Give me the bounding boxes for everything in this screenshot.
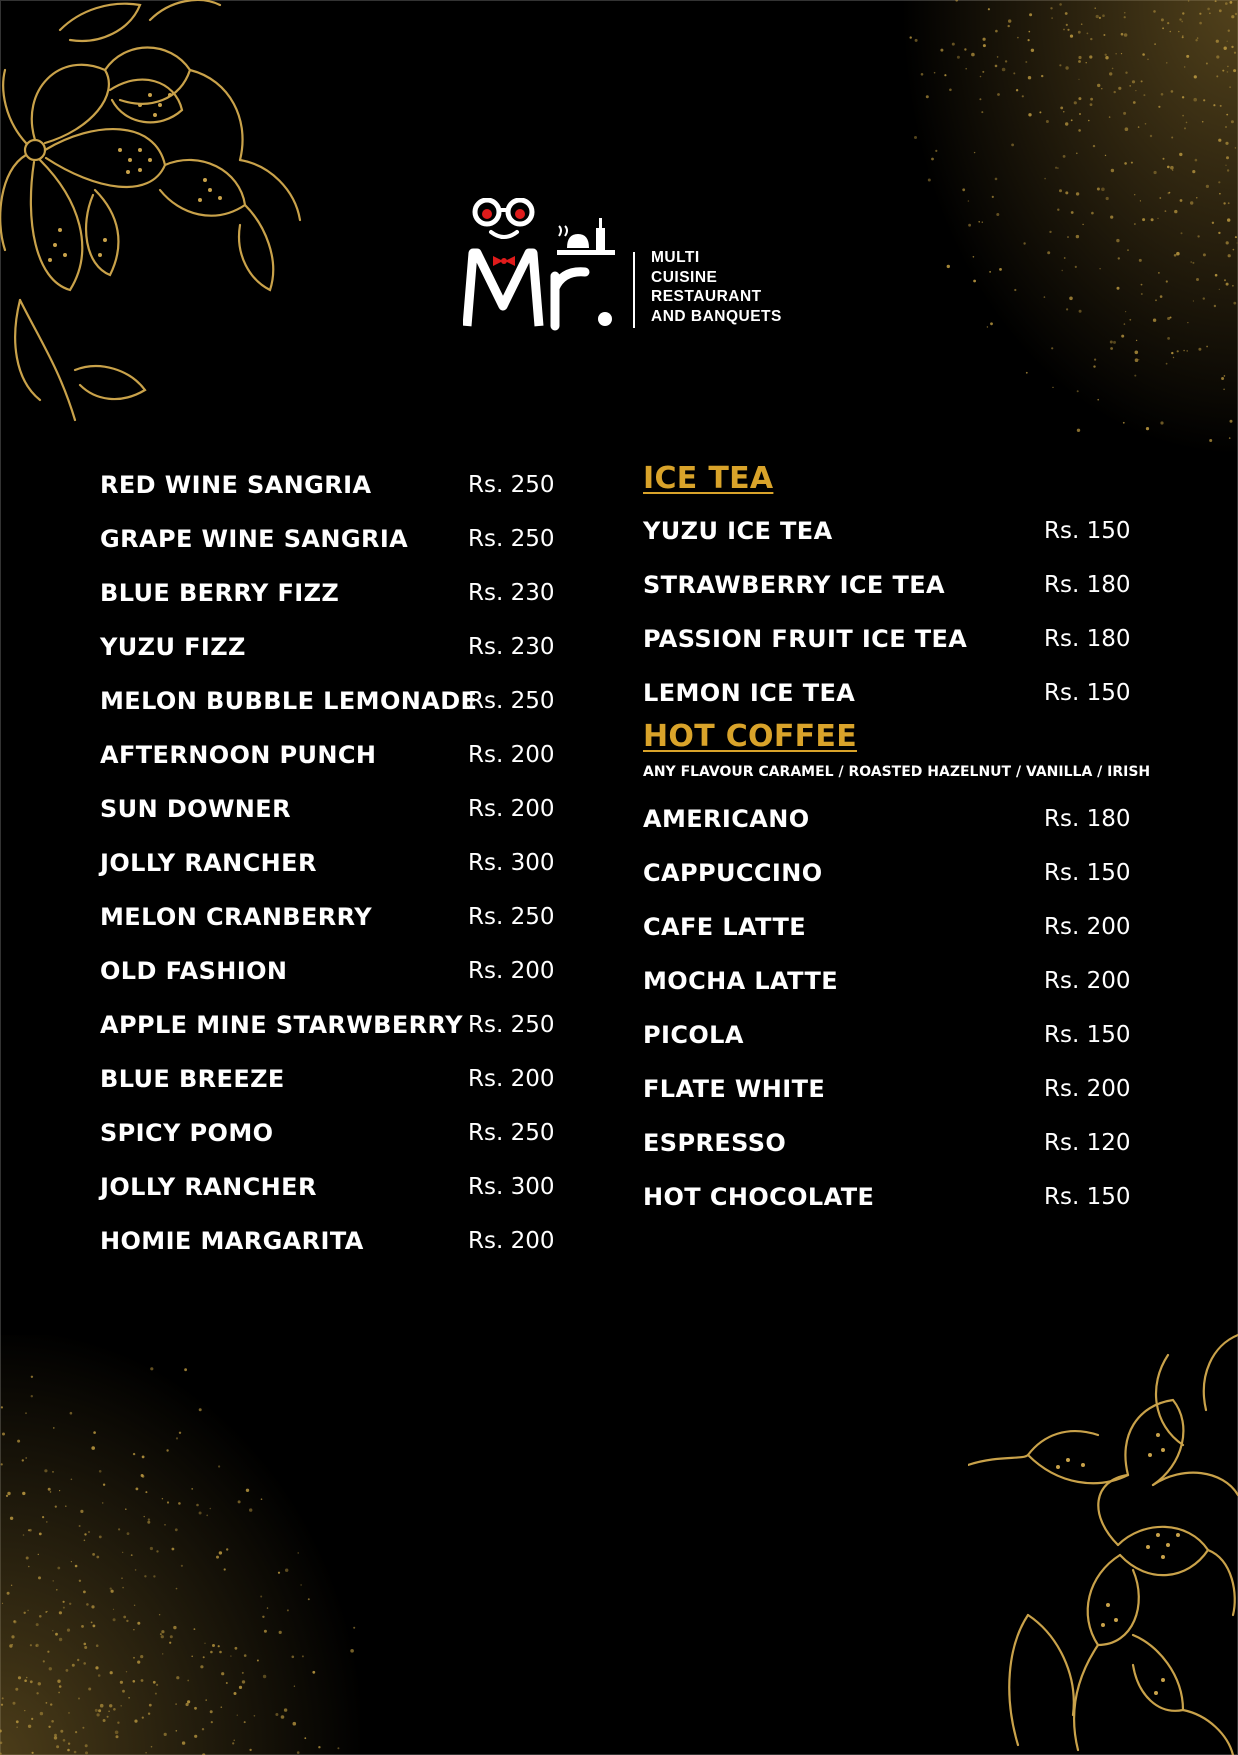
menu-item-row (100, 728, 560, 782)
menu-item-row (643, 846, 1143, 900)
menu-item-row (100, 890, 560, 944)
coffee-flavour-note: ANY FLAVOUR CARAMEL / ROASTED HAZELNUT / VANILLA / IRISH (643, 764, 1151, 780)
gold-speckle-bottom-left (0, 1335, 360, 1755)
menu-item-price: Rs. 300 (468, 850, 555, 876)
menu-item-price: Rs. 200 (468, 1228, 555, 1254)
cocktails-column (100, 458, 560, 1268)
menu-item-price: Rs. 250 (468, 904, 555, 930)
menu-item-name: GRAPE WINE SANGRIA (100, 525, 409, 553)
menu-item-name: BLUE BERRY FIZZ (100, 579, 340, 607)
menu-item-row (100, 782, 560, 836)
section-title-hot-coffee: HOT COFFEE (643, 718, 858, 754)
menu-item-row (643, 1008, 1143, 1062)
menu-item-row (100, 944, 560, 998)
menu-item-price: Rs. 150 (1044, 680, 1131, 706)
menu-item-price: Rs. 250 (468, 688, 555, 714)
menu-item-name: AMERICANO (643, 805, 810, 833)
menu-item-price: Rs. 180 (1044, 626, 1131, 652)
menu-item-name: AFTERNOON PUNCH (100, 741, 377, 769)
menu-item-row (100, 458, 560, 512)
tea-coffee-column (643, 456, 1151, 1224)
menu-item-name: LEMON ICE TEA (643, 679, 856, 707)
menu-item-name: HOMIE MARGARITA (100, 1227, 364, 1255)
menu-item-row (100, 674, 560, 728)
menu-item-row (643, 666, 1143, 720)
menu-item-price: Rs. 200 (1044, 968, 1131, 994)
logo-tagline: MULTI CUISINE RESTAURANT AND BANQUETS (651, 249, 782, 325)
menu-item-row (643, 792, 1143, 846)
menu-item-row (643, 954, 1143, 1008)
menu-item-name: YUZU FIZZ (100, 633, 246, 661)
menu-item-name: RED WINE SANGRIA (100, 471, 372, 499)
menu-item-name: OLD FASHION (100, 957, 288, 985)
menu-item-price: Rs. 150 (1044, 1184, 1131, 1210)
menu-item-price: Rs. 150 (1044, 860, 1131, 886)
menu-item-price: Rs. 230 (468, 634, 555, 660)
menu-item-name: BLUE BREEZE (100, 1065, 285, 1093)
menu-item-row (100, 620, 560, 674)
menu-item-price: Rs. 200 (468, 742, 555, 768)
menu-item-name: HOT CHOCOLATE (643, 1183, 875, 1211)
logo-divider (633, 252, 635, 328)
menu-item-row (100, 566, 560, 620)
menu-item-name: PICOLA (643, 1021, 744, 1049)
menu-item-price: Rs. 250 (468, 526, 555, 552)
menu-item-row (643, 1170, 1143, 1224)
menu-item-name: ESPRESSO (643, 1129, 787, 1157)
gold-speckle-top-right (898, 0, 1238, 460)
menu-item-price: Rs. 300 (468, 1174, 555, 1200)
menu-item-row (643, 1116, 1143, 1170)
menu-item-name: YUZU ICE TEA (643, 517, 833, 545)
menu-item-price: Rs. 150 (1044, 1022, 1131, 1048)
menu-item-price: Rs. 200 (468, 1066, 555, 1092)
menu-item-price: Rs. 200 (1044, 914, 1131, 940)
menu-item-name: SPICY POMO (100, 1119, 274, 1147)
menu-item-price: Rs. 120 (1044, 1130, 1131, 1156)
menu-item-row (100, 1052, 560, 1106)
restaurant-logo (463, 198, 793, 333)
menu-item-price: Rs. 180 (1044, 806, 1131, 832)
menu-item-row (100, 1160, 560, 1214)
menu-item-price: Rs. 250 (468, 1120, 555, 1146)
menu-item-name: FLATE WHITE (643, 1075, 826, 1103)
menu-item-row (643, 900, 1143, 954)
menu-item-name: JOLLY RANCHER (100, 849, 317, 877)
menu-item-name: MELON CRANBERRY (100, 903, 373, 931)
menu-item-name: APPLE MINE STARWBERRY (100, 1011, 463, 1039)
menu-item-row (100, 512, 560, 566)
gold-dust-top-right (898, 0, 1238, 460)
gold-flower-bottom-right-icon (968, 1315, 1238, 1755)
menu-item-price: Rs. 200 (468, 796, 555, 822)
menu-item-row (643, 558, 1143, 612)
menu-item-row (100, 998, 560, 1052)
menu-item-row (100, 836, 560, 890)
menu-item-name: PASSION FRUIT ICE TEA (643, 625, 968, 653)
gold-dust-bottom-left (0, 1335, 360, 1755)
menu-item-name: MELON BUBBLE LEMONADE (100, 687, 478, 715)
menu-item-price: Rs. 250 (468, 472, 555, 498)
menu-item-price: Rs. 230 (468, 580, 555, 606)
menu-item-name: SUN DOWNER (100, 795, 291, 823)
ice-tea-list (643, 504, 1143, 720)
menu-item-row (100, 1106, 560, 1160)
menu-item-price: Rs. 150 (1044, 518, 1131, 544)
menu-item-row (643, 504, 1143, 558)
mr-logo-icon (463, 198, 633, 333)
menu-item-name: CAPPUCCINO (643, 859, 823, 887)
menu-item-price: Rs. 180 (1044, 572, 1131, 598)
menu-item-price: Rs. 200 (468, 958, 555, 984)
hot-coffee-list (643, 792, 1143, 1224)
menu-item-row (100, 1214, 560, 1268)
menu-item-name: CAFE LATTE (643, 913, 807, 941)
menu-item-row (643, 612, 1143, 666)
menu-item-price: Rs. 200 (1044, 1076, 1131, 1102)
menu-item-name: STRAWBERRY ICE TEA (643, 571, 946, 599)
section-title-ice-tea: ICE TEA (643, 460, 774, 496)
gold-flower-top-left-icon (0, 0, 310, 430)
menu-item-row (643, 1062, 1143, 1116)
menu-item-price: Rs. 250 (468, 1012, 555, 1038)
menu-item-name: MOCHA LATTE (643, 967, 839, 995)
menu-item-name: JOLLY RANCHER (100, 1173, 317, 1201)
